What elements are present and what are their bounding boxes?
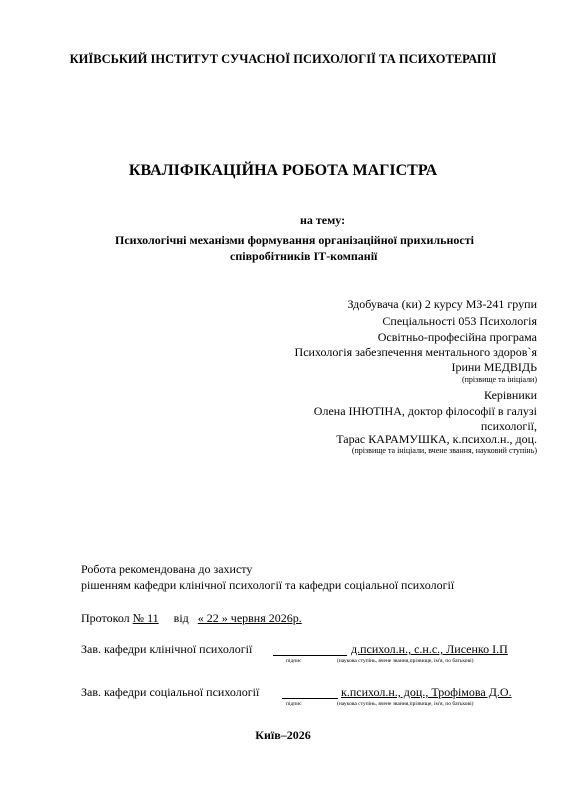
student-name-caption: (прізвище та ініціали) — [461, 375, 537, 384]
recommendation-line-2: рішенням кафедри клінічної психології та кафедри соціальної психології — [81, 578, 455, 592]
student-program-name: Психологія забезпечення ментального здоров`я — [294, 345, 537, 359]
protocol-date: « 22 » червня 2026р. — [197, 611, 302, 625]
head-2-sign-caption: підпис — [286, 701, 302, 707]
topic-label: на тему: — [300, 213, 346, 227]
student-name: Ірини МЕДВІДЬ — [451, 360, 537, 374]
head-1-caption: (наукова ступінь, вчене звання,прізвище, ім'я, по батькові) — [337, 658, 474, 664]
supervisors-label: Керівники — [484, 388, 537, 402]
topic-line-2: співробітників ІТ-компанії — [230, 249, 378, 263]
head-2-signature-line — [282, 698, 338, 699]
protocol-line — [81, 611, 302, 626]
head-2-value: к.психол.н., доц., Трофімова Д.О. — [341, 685, 512, 699]
supervisor-1-field: психології, — [480, 419, 537, 433]
recommendation-line-1: Робота рекомендована до захисту — [81, 562, 253, 576]
student-specialty: Спеціальності 053 Психологія — [382, 314, 537, 328]
head-1-label: Зав. кафедри клінічної психології — [81, 642, 253, 656]
head-1-sign-caption: підпис — [286, 658, 302, 664]
head-2-caption: (наукова ступінь, вчене звання,прізвище, ім'я, по батькові) — [337, 701, 474, 707]
student-course: Здобувача (ки) 2 курсу МЗ-241 групи — [347, 297, 537, 311]
student-program: Освітньо-професійна програма — [377, 330, 537, 344]
document-title: КВАЛІФІКАЦІЙНА РОБОТА МАГІСТРА — [128, 162, 438, 179]
head-2-label: Зав. кафедри соціальної психології — [81, 685, 260, 699]
protocol-label: Протокол — [81, 611, 130, 625]
topic-line-1: Психологічні механізми формування організаційної прихильності — [115, 233, 474, 247]
supervisors-caption: (прізвище та ініціали, вчене звання, науковий ступінь) — [351, 446, 537, 455]
protocol-from: від — [173, 611, 189, 625]
institute-name: КИЇВСЬКИЙ ІНСТИТУТ СУЧАСНОЇ ПСИХОЛОГІЇ ТА ПСИХОТЕРАПІЇ — [69, 52, 497, 66]
supervisor-1: Олена ІНЮТІНА, доктор філософії в галузі — [313, 404, 537, 418]
head-1-signature-line — [273, 655, 347, 656]
supervisor-2: Тарас КАРАМУШКА, к.психол.н., доц. — [336, 432, 537, 446]
protocol-number: № 11 — [132, 611, 159, 625]
head-1-value: д.психол.н., с.н.с., Лисенко І.П — [351, 642, 508, 656]
footer-city-year: Київ–2026 — [255, 728, 311, 742]
